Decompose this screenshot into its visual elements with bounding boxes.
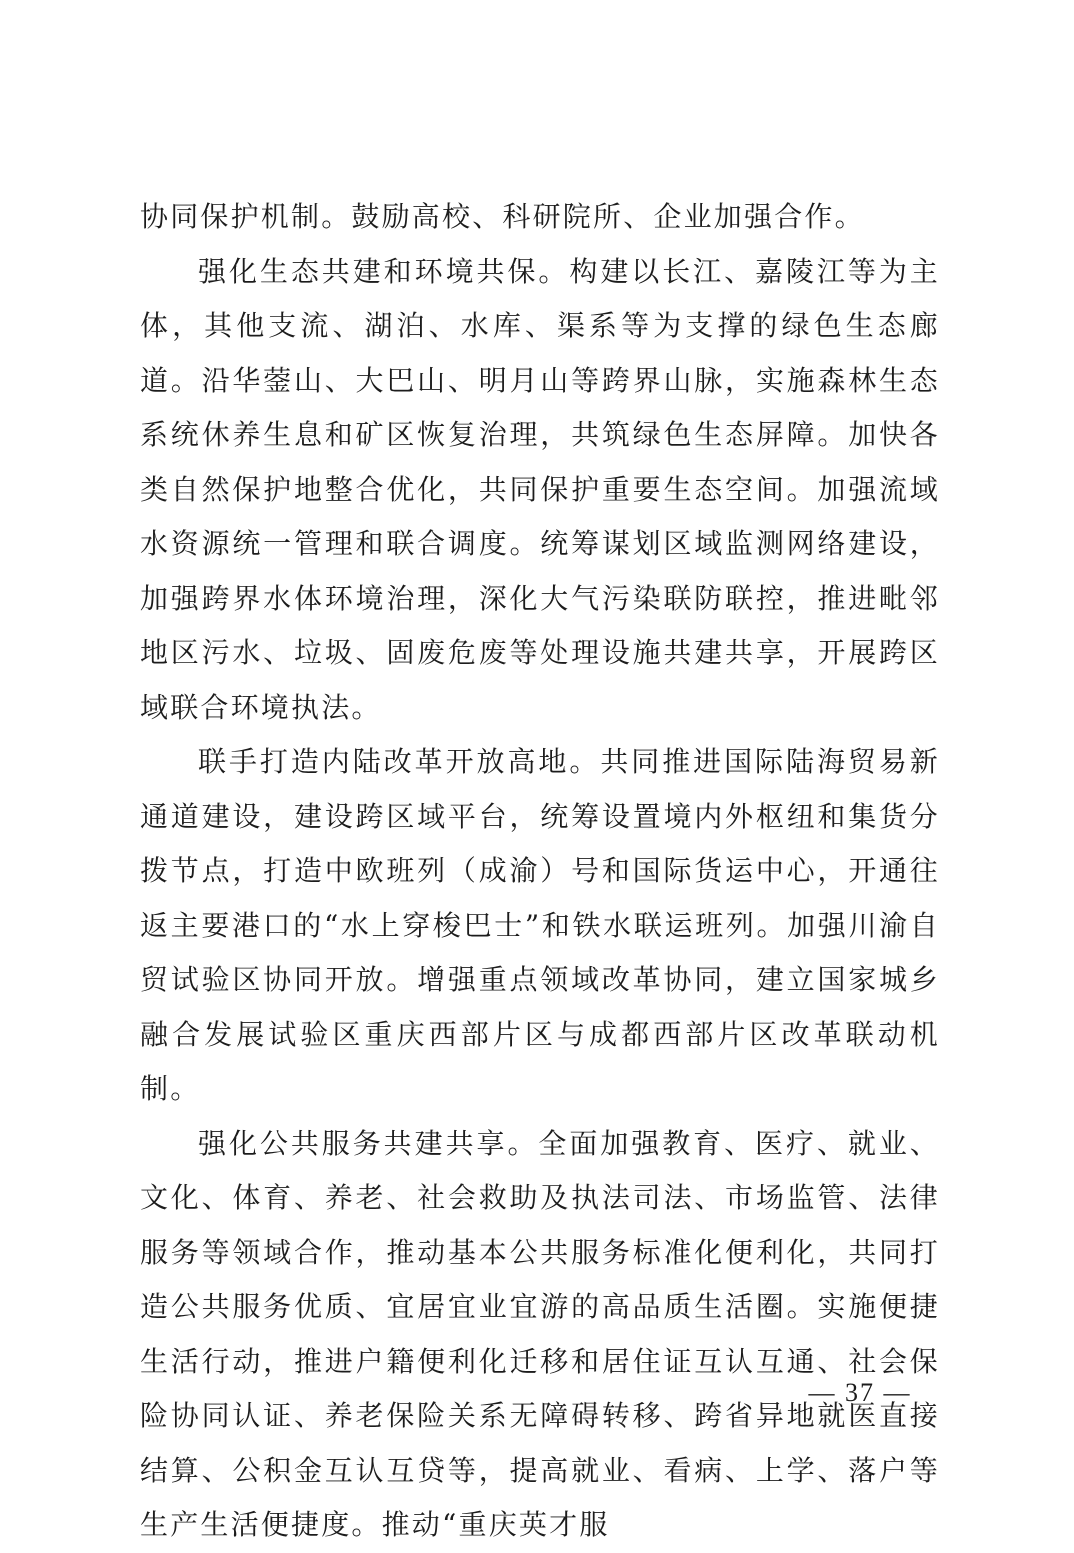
paragraph-public-services: 强化公共服务共建共享。全面加强教育、医疗、就业、文化、体育、养老、社会救助及执法司法、市场监管、法律服务等领域合作，推动基本公共服务标准化便利化，共同打造公共服务优质、宜居宜业宜游的高品质生活圈。实施便捷生活行动，推进户籍便利化迁移和居住证互认互通、社会保险协同认证、养老保险关系无障碍转移、跨省异地就医直接结算、公积金互认互贷等，提高就业、看病、上学、落户等生产生活便捷度。推动“重庆英才服 [140, 1126, 940, 1541]
page-number: — 37 — [808, 1378, 912, 1407]
paragraph-opening-up: 联手打造内陆改革开放高地。共同推进国际陆海贸易新通道建设，建设跨区域平台，统筹设置境内外枢纽和集货分拨节点，打造中欧班列（成渝）号和国际货运中心，开通往返主要港口的“水上穿梭巴士”和铁水联运班列。加强川渝自贸试验区协同开放。增强重点领域改革协同，建立国家城乡融合发展试验区重庆西部片区与成都西部片区改革联动机制。 [140, 745, 940, 1105]
paragraph-ecology: 强化生态共建和环境共保。构建以长江、嘉陵江等为主体，其他支流、湖泊、水库、渠系等为支撑的绿色生态廊道。沿华蓥山、大巴山、明月山等跨界山脉，实施森林生态系统休养生息和矿区恢复治理，共筑绿色生态屏障。加快各类自然保护地整合优化，共同保护重要生态空间。加强流域水资源统一管理和联合调度。统筹谋划区域监测网络建设，加强跨界水体环境治理，深化大气污染联防联控，推进毗邻地区污水、垃圾、固废危废等处理设施共建共享，开展跨区域联合环境执法。 [140, 254, 940, 724]
body-text [140, 190, 940, 1553]
paragraph-continued: 协同保护机制。鼓励高校、科研院所、企业加强合作。 [140, 200, 865, 233]
